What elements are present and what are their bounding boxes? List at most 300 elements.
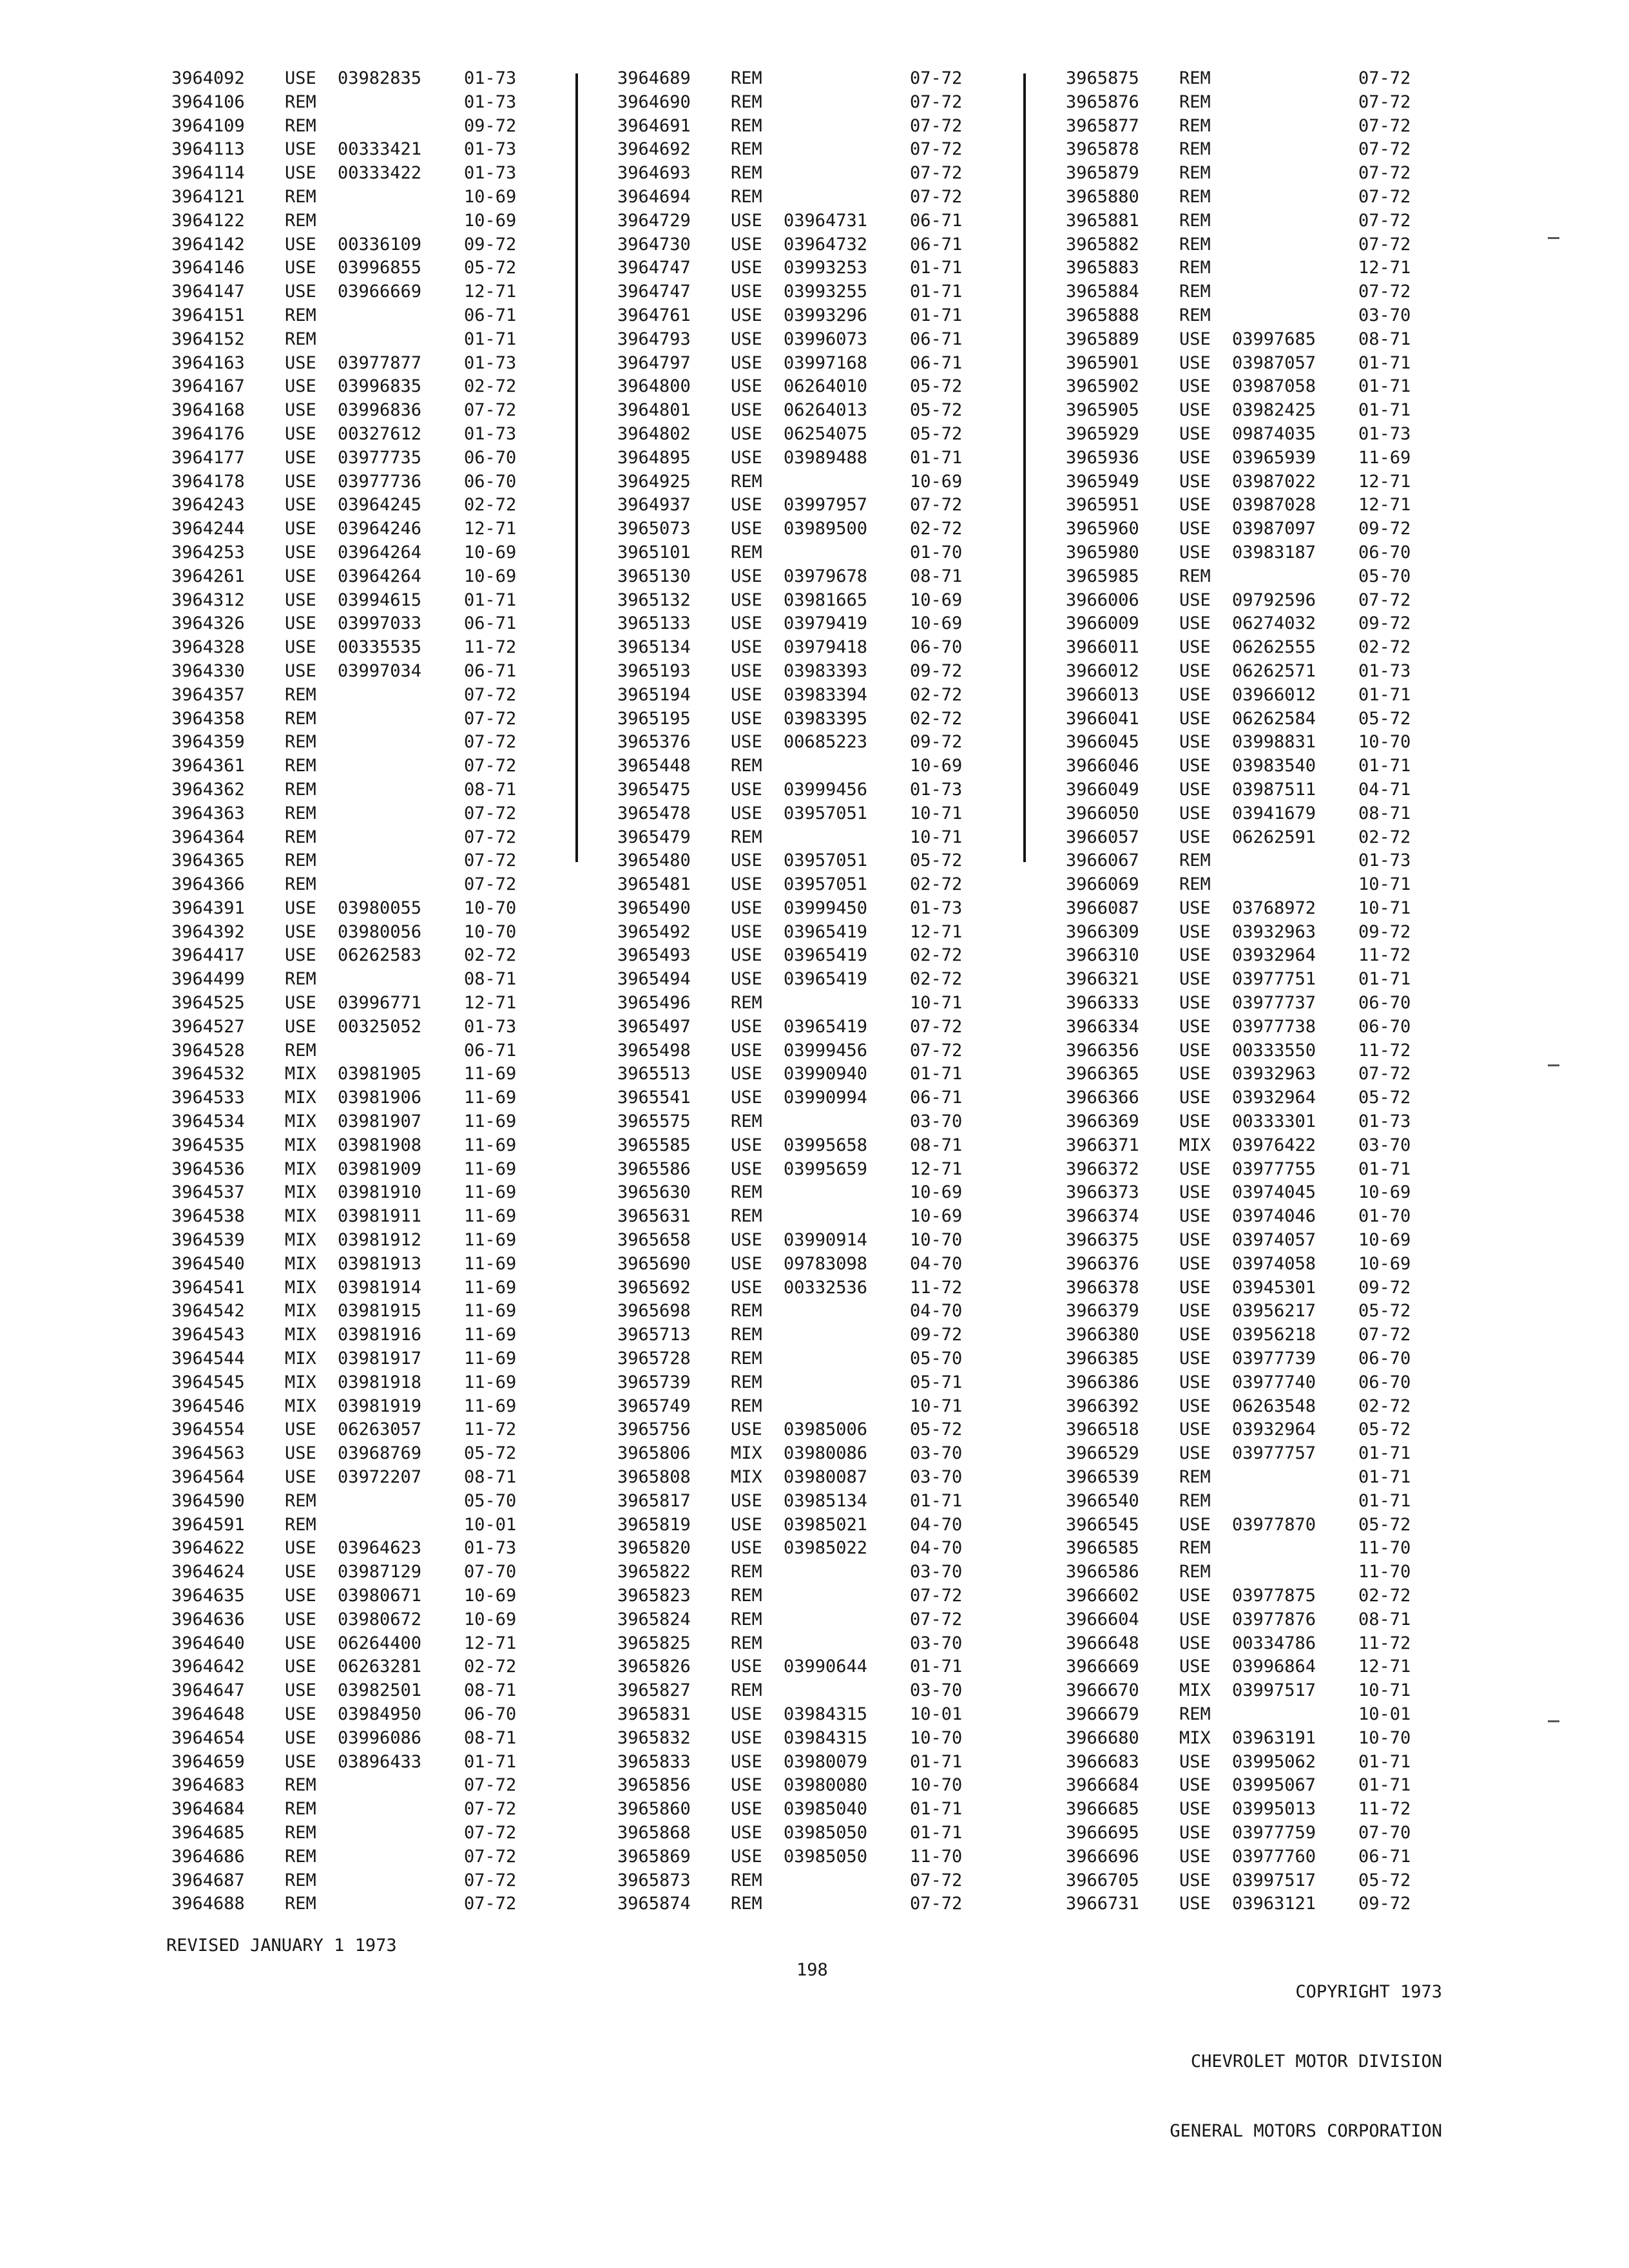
part-number: 3964363 xyxy=(171,803,245,823)
change-date: 10-01 xyxy=(910,1704,963,1724)
replacement-number: 03995659 xyxy=(784,1158,868,1179)
part-number: 3965690 xyxy=(617,1253,691,1274)
action-code: USE xyxy=(285,258,316,278)
part-number: 3966685 xyxy=(1066,1799,1139,1820)
change-date: 07-72 xyxy=(910,1016,963,1037)
action-code: USE xyxy=(1179,542,1211,562)
action-code: REM xyxy=(285,186,316,207)
part-number: 3965873 xyxy=(617,1870,691,1890)
part-number: 3964122 xyxy=(171,210,245,231)
part-number: 3965749 xyxy=(617,1396,691,1416)
replacement-number: 03982425 xyxy=(1232,400,1316,421)
change-date: 03-70 xyxy=(1358,305,1411,325)
replacement-number: 03980055 xyxy=(338,898,422,918)
change-date: 01-73 xyxy=(1358,423,1411,444)
change-date: 07-72 xyxy=(910,163,963,184)
part-number: 3966375 xyxy=(1066,1230,1139,1251)
change-date: 05-70 xyxy=(1358,566,1411,586)
part-number: 3965877 xyxy=(1066,115,1139,136)
part-number: 3965879 xyxy=(1066,163,1139,184)
part-number: 3965888 xyxy=(1066,305,1139,325)
part-number: 3964106 xyxy=(171,91,245,112)
part-number: 3964535 xyxy=(171,1135,245,1155)
part-number: 3964554 xyxy=(171,1419,245,1440)
change-date: 01-71 xyxy=(910,447,963,468)
replacement-number: 03977735 xyxy=(338,447,422,468)
change-date: 10-69 xyxy=(1358,1253,1411,1274)
action-code: USE xyxy=(731,1158,762,1179)
change-date: 10-70 xyxy=(464,921,517,942)
change-date: 02-72 xyxy=(1358,1586,1411,1606)
part-number: 3965586 xyxy=(617,1158,691,1179)
change-date: 11-72 xyxy=(464,1419,517,1440)
change-date: 01-73 xyxy=(464,352,517,373)
action-code: USE xyxy=(731,945,762,966)
part-number: 3964686 xyxy=(171,1846,245,1867)
change-date: 01-71 xyxy=(1358,684,1411,705)
part-number: 3966069 xyxy=(1066,874,1139,895)
change-date: 06-71 xyxy=(1358,1846,1411,1867)
part-number: 3966046 xyxy=(1066,756,1139,776)
action-code: REM xyxy=(285,684,316,705)
change-date: 06-71 xyxy=(910,210,963,231)
change-date: 06-70 xyxy=(1358,1016,1411,1037)
action-code: MIX xyxy=(285,1396,316,1416)
replacement-number: 03956217 xyxy=(1232,1301,1316,1321)
part-number: 3965883 xyxy=(1066,258,1139,278)
part-number: 3965936 xyxy=(1066,447,1139,468)
action-code: REM xyxy=(1179,1538,1211,1559)
action-code: USE xyxy=(285,1562,316,1582)
part-number: 3966365 xyxy=(1066,1064,1139,1084)
action-code: USE xyxy=(285,637,316,658)
change-date: 01-73 xyxy=(464,1538,517,1559)
replacement-number: 03981918 xyxy=(338,1372,422,1392)
action-code: REM xyxy=(731,163,762,184)
part-number: 3965585 xyxy=(617,1135,691,1155)
action-code: USE xyxy=(285,1704,316,1724)
part-number: 3965817 xyxy=(617,1490,691,1511)
part-number: 3964747 xyxy=(617,258,691,278)
replacement-number: 03963191 xyxy=(1232,1727,1316,1748)
action-code: USE xyxy=(285,352,316,373)
replacement-number: 03995658 xyxy=(784,1135,868,1155)
action-code: USE xyxy=(285,163,316,184)
revision-date: REVISED JANUARY 1 1973 xyxy=(166,1936,397,1956)
change-date: 06-70 xyxy=(464,1704,517,1724)
part-number: 3965822 xyxy=(617,1562,691,1582)
change-date: 01-73 xyxy=(464,423,517,444)
replacement-number: 03932963 xyxy=(1232,1064,1316,1084)
change-date: 01-71 xyxy=(1358,1751,1411,1772)
action-code: USE xyxy=(1179,1609,1211,1629)
replacement-number: 03964246 xyxy=(338,519,422,539)
change-date: 01-71 xyxy=(910,1657,963,1677)
part-number: 3964545 xyxy=(171,1372,245,1392)
part-number: 3965868 xyxy=(617,1822,691,1843)
change-date: 01-73 xyxy=(464,163,517,184)
part-number: 3964365 xyxy=(171,850,245,871)
change-date: 11-70 xyxy=(910,1846,963,1867)
change-date: 10-70 xyxy=(910,1775,963,1796)
part-number: 3964536 xyxy=(171,1158,245,1179)
action-code: USE xyxy=(1179,993,1211,1014)
replacement-number: 03990914 xyxy=(784,1230,868,1251)
action-code: USE xyxy=(1179,1514,1211,1535)
part-number: 3964328 xyxy=(171,637,245,658)
action-code: REM xyxy=(1179,139,1211,160)
change-date: 04-70 xyxy=(910,1301,963,1321)
change-date: 11-69 xyxy=(1358,447,1411,468)
replacement-number: 03976422 xyxy=(1232,1135,1316,1155)
part-number: 3965824 xyxy=(617,1609,691,1629)
part-number: 3966669 xyxy=(1066,1657,1139,1677)
action-code: MIX xyxy=(285,1253,316,1274)
action-code: MIX xyxy=(1179,1135,1211,1155)
action-code: USE xyxy=(731,637,762,658)
change-date: 11-69 xyxy=(464,1088,517,1108)
part-number: 3965856 xyxy=(617,1775,691,1796)
part-number: 3965905 xyxy=(1066,400,1139,421)
part-number: 3965833 xyxy=(617,1751,691,1772)
part-number: 3966087 xyxy=(1066,898,1139,918)
part-number: 3964642 xyxy=(171,1657,245,1677)
change-date: 02-72 xyxy=(910,684,963,705)
action-code: MIX xyxy=(285,1349,316,1369)
change-date: 06-70 xyxy=(1358,1349,1411,1369)
part-number: 3965133 xyxy=(617,613,691,634)
part-number: 3965496 xyxy=(617,993,691,1014)
action-code: USE xyxy=(731,400,762,421)
change-date: 06-71 xyxy=(464,305,517,325)
action-code: USE xyxy=(285,898,316,918)
action-code: USE xyxy=(1179,613,1211,634)
change-date: 11-69 xyxy=(464,1206,517,1227)
part-number: 3965889 xyxy=(1066,329,1139,349)
action-code: USE xyxy=(1179,827,1211,847)
part-number: 3965575 xyxy=(617,1111,691,1132)
change-date: 02-72 xyxy=(464,495,517,515)
action-code: REM xyxy=(731,1372,762,1392)
change-date: 08-71 xyxy=(464,1467,517,1488)
part-number: 3966310 xyxy=(1066,945,1139,966)
part-number: 3964659 xyxy=(171,1751,245,1772)
change-date: 07-72 xyxy=(910,495,963,515)
copyright-line: COPYRIGHT 1973 xyxy=(1295,1982,1442,2002)
replacement-number: 03964732 xyxy=(784,234,868,255)
part-number: 3965819 xyxy=(617,1514,691,1535)
replacement-number: 03981913 xyxy=(338,1253,422,1274)
part-number: 3965827 xyxy=(617,1680,691,1701)
action-code: USE xyxy=(1179,1657,1211,1677)
replacement-number: 03996771 xyxy=(338,993,422,1014)
action-code: USE xyxy=(731,519,762,539)
change-date: 04-70 xyxy=(910,1514,963,1535)
action-code: USE xyxy=(285,993,316,1014)
change-date: 01-71 xyxy=(910,1490,963,1511)
part-number: 3965739 xyxy=(617,1372,691,1392)
action-code: USE xyxy=(285,1657,316,1677)
action-code: USE xyxy=(285,447,316,468)
action-code: USE xyxy=(731,803,762,823)
change-date: 05-72 xyxy=(1358,1419,1411,1440)
change-date: 05-72 xyxy=(910,376,963,397)
change-date: 07-72 xyxy=(910,91,963,112)
part-number: 3964358 xyxy=(171,708,245,729)
change-date: 10-70 xyxy=(1358,1727,1411,1748)
action-code: USE xyxy=(285,471,316,492)
action-code: REM xyxy=(731,1182,762,1203)
part-number: 3964546 xyxy=(171,1396,245,1416)
part-number: 3964417 xyxy=(171,945,245,966)
part-number: 3964326 xyxy=(171,613,245,634)
action-code: USE xyxy=(1179,1419,1211,1440)
page-number: 198 xyxy=(796,1960,828,1980)
replacement-number: 03965419 xyxy=(784,921,868,942)
action-code: USE xyxy=(731,1277,762,1298)
replacement-number: 03981914 xyxy=(338,1277,422,1298)
action-code: MIX xyxy=(285,1135,316,1155)
change-date: 04-70 xyxy=(910,1538,963,1559)
change-date: 10-70 xyxy=(910,1230,963,1251)
action-code: MIX xyxy=(285,1206,316,1227)
action-code: USE xyxy=(1179,969,1211,990)
part-number: 3965878 xyxy=(1066,139,1139,160)
replacement-number: 03987057 xyxy=(1232,352,1316,373)
part-number: 3964689 xyxy=(617,68,691,88)
part-number: 3966366 xyxy=(1066,1088,1139,1108)
action-code: USE xyxy=(731,352,762,373)
change-date: 10-70 xyxy=(464,898,517,918)
change-date: 10-69 xyxy=(464,210,517,231)
part-number: 3964114 xyxy=(171,163,245,184)
part-number: 3966385 xyxy=(1066,1349,1139,1369)
part-number: 3965825 xyxy=(617,1633,691,1653)
change-date: 03-70 xyxy=(910,1562,963,1582)
part-number: 3966380 xyxy=(1066,1325,1139,1345)
part-number: 3964177 xyxy=(171,447,245,468)
change-date: 02-72 xyxy=(910,708,963,729)
action-code: USE xyxy=(731,305,762,325)
change-date: 06-71 xyxy=(910,1088,963,1108)
part-number: 3964359 xyxy=(171,732,245,753)
part-number: 3964146 xyxy=(171,258,245,278)
replacement-number: 03981910 xyxy=(338,1182,422,1203)
change-date: 06-71 xyxy=(464,613,517,634)
action-code: USE xyxy=(285,1751,316,1772)
part-number: 3965980 xyxy=(1066,542,1139,562)
action-code: USE xyxy=(1179,756,1211,776)
part-number: 3964688 xyxy=(171,1894,245,1914)
part-number: 3964527 xyxy=(171,1016,245,1037)
replacement-number: 03981915 xyxy=(338,1301,422,1321)
replacement-number: 03932963 xyxy=(1232,921,1316,942)
replacement-number: 03996855 xyxy=(338,258,422,278)
action-code: USE xyxy=(731,1822,762,1843)
replacement-number: 03983187 xyxy=(1232,542,1316,562)
replacement-number: 06263281 xyxy=(338,1657,422,1677)
replacement-number: 03974057 xyxy=(1232,1230,1316,1251)
replacement-number: 03983393 xyxy=(784,660,868,681)
part-number: 3964178 xyxy=(171,471,245,492)
part-number: 3964925 xyxy=(617,471,691,492)
change-date: 10-69 xyxy=(910,756,963,776)
change-date: 01-71 xyxy=(1358,969,1411,990)
action-code: REM xyxy=(731,1894,762,1914)
change-date: 07-72 xyxy=(464,1894,517,1914)
part-number: 3964176 xyxy=(171,423,245,444)
action-code: USE xyxy=(1179,519,1211,539)
part-number: 3964729 xyxy=(617,210,691,231)
part-number: 3965826 xyxy=(617,1657,691,1677)
replacement-number: 03981909 xyxy=(338,1158,422,1179)
action-code: USE xyxy=(1179,1396,1211,1416)
change-date: 07-72 xyxy=(1358,163,1411,184)
copyright-notice xyxy=(1170,1934,1442,2166)
replacement-number: 03977738 xyxy=(1232,1016,1316,1037)
change-date: 07-70 xyxy=(1358,1822,1411,1843)
action-code: REM xyxy=(1179,305,1211,325)
action-code: USE xyxy=(285,282,316,302)
action-code: REM xyxy=(1179,566,1211,586)
replacement-number: 03985040 xyxy=(784,1799,868,1820)
part-number: 3965480 xyxy=(617,850,691,871)
action-code: MIX xyxy=(285,1325,316,1345)
replacement-number: 06262583 xyxy=(338,945,422,966)
change-date: 09-72 xyxy=(1358,613,1411,634)
change-date: 01-71 xyxy=(464,1751,517,1772)
part-number: 3965698 xyxy=(617,1301,691,1321)
part-number: 3964801 xyxy=(617,400,691,421)
change-date: 10-69 xyxy=(464,186,517,207)
change-date: 02-72 xyxy=(1358,637,1411,658)
action-code: USE xyxy=(285,1419,316,1440)
replacement-number: 03984315 xyxy=(784,1704,868,1724)
change-date: 05-71 xyxy=(910,1372,963,1392)
change-date: 11-72 xyxy=(1358,1799,1411,1820)
change-date: 11-69 xyxy=(464,1253,517,1274)
action-code: USE xyxy=(731,1016,762,1037)
replacement-number: 03965419 xyxy=(784,945,868,966)
action-code: USE xyxy=(1179,1799,1211,1820)
action-code: REM xyxy=(285,1490,316,1511)
replacement-number: 03965419 xyxy=(784,1016,868,1037)
part-number: 3964683 xyxy=(171,1775,245,1796)
action-code: MIX xyxy=(285,1372,316,1392)
change-date: 05-72 xyxy=(1358,1088,1411,1108)
change-date: 10-69 xyxy=(464,1609,517,1629)
replacement-number: 03957051 xyxy=(784,874,868,895)
replacement-number: 03993255 xyxy=(784,282,868,302)
change-date: 10-71 xyxy=(1358,898,1411,918)
part-number: 3965902 xyxy=(1066,376,1139,397)
change-date: 01-70 xyxy=(910,542,963,562)
part-number: 3966648 xyxy=(1066,1633,1139,1653)
change-date: 08-71 xyxy=(464,1680,517,1701)
part-number: 3966585 xyxy=(1066,1538,1139,1559)
replacement-number: 09783098 xyxy=(784,1253,868,1274)
part-number: 3965658 xyxy=(617,1230,691,1251)
part-number: 3965497 xyxy=(617,1016,691,1037)
part-number: 3965820 xyxy=(617,1538,691,1559)
replacement-number: 03977740 xyxy=(1232,1372,1316,1392)
change-date: 09-72 xyxy=(910,660,963,681)
part-number: 3966392 xyxy=(1066,1396,1139,1416)
change-date: 08-71 xyxy=(910,1135,963,1155)
part-number: 3965884 xyxy=(1066,282,1139,302)
change-date: 11-72 xyxy=(1358,1040,1411,1061)
change-date: 12-71 xyxy=(910,921,963,942)
replacement-number: 03998831 xyxy=(1232,732,1316,753)
action-code: USE xyxy=(1179,1372,1211,1392)
replacement-number: 03977739 xyxy=(1232,1349,1316,1369)
replacement-number: 03997517 xyxy=(1232,1680,1316,1701)
change-date: 05-70 xyxy=(910,1349,963,1369)
part-number: 3966321 xyxy=(1066,969,1139,990)
action-code: REM xyxy=(731,91,762,112)
part-number: 3965901 xyxy=(1066,352,1139,373)
part-number: 3966696 xyxy=(1066,1846,1139,1867)
change-date: 06-71 xyxy=(910,234,963,255)
part-number: 3964590 xyxy=(171,1490,245,1511)
replacement-number: 03996836 xyxy=(338,400,422,421)
replacement-number: 06262591 xyxy=(1232,827,1316,847)
action-code: USE xyxy=(731,708,762,729)
replacement-number: 03980671 xyxy=(338,1586,422,1606)
change-date: 10-69 xyxy=(1358,1230,1411,1251)
action-code: USE xyxy=(285,1680,316,1701)
replacement-number: 03968769 xyxy=(338,1443,422,1464)
action-code: USE xyxy=(731,779,762,800)
change-date: 07-72 xyxy=(1358,1325,1411,1345)
part-number: 3964543 xyxy=(171,1325,245,1345)
part-number: 3964640 xyxy=(171,1633,245,1653)
action-code: MIX xyxy=(285,1230,316,1251)
change-date: 07-72 xyxy=(464,827,517,847)
margin-tick-mark xyxy=(1548,237,1559,239)
action-code: USE xyxy=(1179,376,1211,397)
part-number: 3964690 xyxy=(617,91,691,112)
part-number: 3965134 xyxy=(617,637,691,658)
action-code: USE xyxy=(731,1657,762,1677)
part-number: 3964163 xyxy=(171,352,245,373)
replacement-number: 03932964 xyxy=(1232,1088,1316,1108)
replacement-number: 03768972 xyxy=(1232,898,1316,918)
change-date: 01-71 xyxy=(1358,1490,1411,1511)
replacement-number: 03980079 xyxy=(784,1751,868,1772)
replacement-number: 00325052 xyxy=(338,1016,422,1037)
action-code: USE xyxy=(285,1538,316,1559)
part-number: 3966372 xyxy=(1066,1158,1139,1179)
action-code: REM xyxy=(1179,282,1211,302)
change-date: 09-72 xyxy=(1358,921,1411,942)
change-date: 05-72 xyxy=(464,1443,517,1464)
action-code: REM xyxy=(285,850,316,871)
change-date: 01-71 xyxy=(464,590,517,610)
change-date: 02-72 xyxy=(910,519,963,539)
action-code: REM xyxy=(285,803,316,823)
replacement-number: 03990644 xyxy=(784,1657,868,1677)
action-code: USE xyxy=(285,519,316,539)
replacement-number: 03964731 xyxy=(784,210,868,231)
action-code: REM xyxy=(1179,1467,1211,1488)
action-code: USE xyxy=(285,1609,316,1629)
action-code: USE xyxy=(1179,732,1211,753)
change-date: 03-70 xyxy=(910,1467,963,1488)
part-number: 3964392 xyxy=(171,921,245,942)
action-code: USE xyxy=(731,1490,762,1511)
part-number: 3966684 xyxy=(1066,1775,1139,1796)
